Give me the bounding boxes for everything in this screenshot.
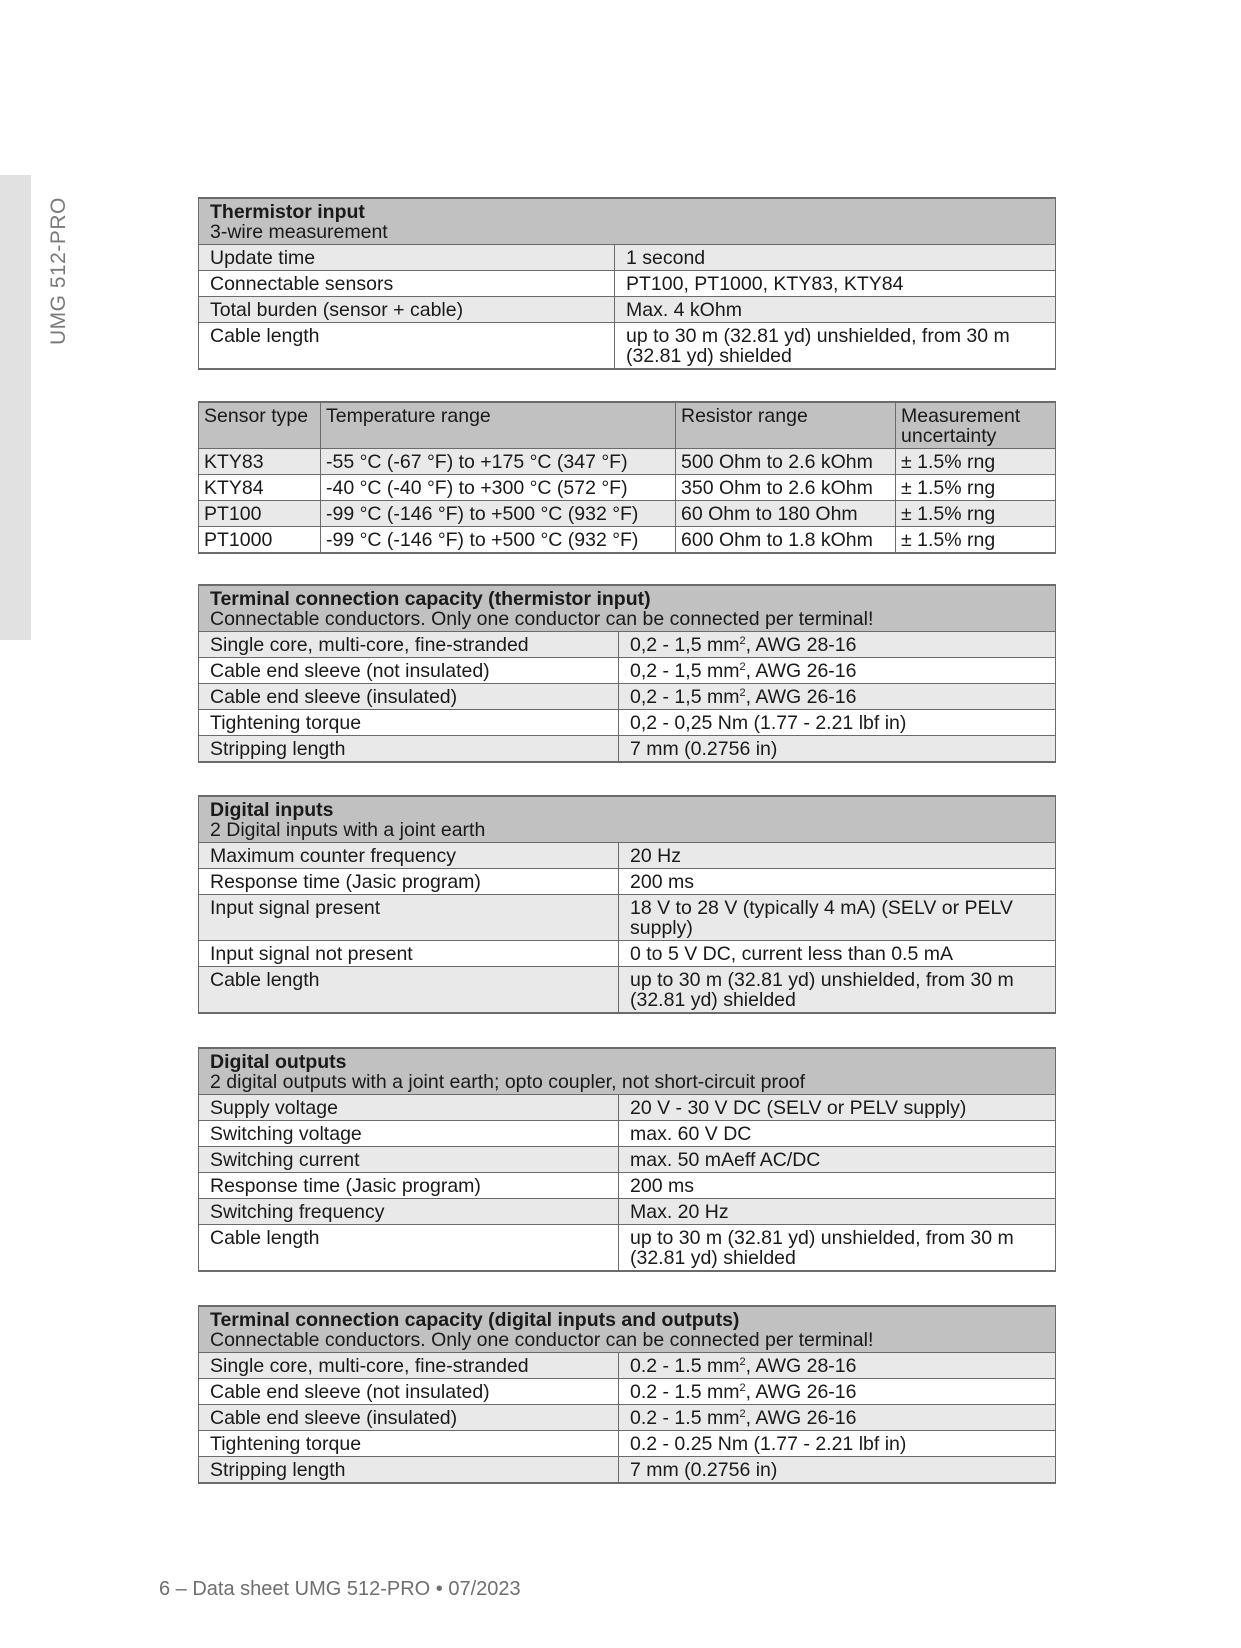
table-title: Terminal connection capacity (thermistor input) [210,588,651,610]
row-label: Tightening torque [199,710,619,736]
side-strip [0,175,31,640]
row-label: Input signal present [199,895,619,941]
table-row [199,632,1056,658]
resistor-range: 600 Ohm to 1.8 kOhm [676,527,896,554]
table-row [199,297,1056,323]
table-row [199,1353,1056,1379]
table-subtitle: 3-wire measurement [210,221,388,243]
row-value: up to 30 m (32.81 yd) unshielded, from 30 m (32.81 yd) shielded [619,967,1056,1014]
table-subtitle: Connectable conductors. Only one conductor can be connected per terminal! [210,608,874,630]
resistor-range: 350 Ohm to 2.6 kOhm [676,475,896,501]
table-row [199,1199,1056,1225]
resistor-range: 60 Ohm to 180 Ohm [676,501,896,527]
row-value: 7 mm (0.2756 in) [619,1457,1056,1484]
row-label: Supply voltage [199,1095,619,1121]
row-value: Max. 20 Hz [619,1199,1056,1225]
row-label: Input signal not present [199,941,619,967]
table-row [199,1147,1056,1173]
table-row [199,843,1056,869]
table-row [199,1457,1056,1484]
row-label: Stripping length [199,736,619,763]
row-value: 7 mm (0.2756 in) [619,736,1056,763]
row-label: Cable length [199,967,619,1014]
row-label: Total burden (sensor + cable) [199,297,615,323]
table-row [199,323,1056,370]
row-value: 0,2 - 1,5 $mm^2$, AWG 28-16 [619,632,1056,658]
row-value: up to 30 m (32.81 yd) unshielded, from 30 m (32.81 yd) shielded [619,1225,1056,1272]
row-label: Stripping length [199,1457,619,1484]
row-value: 0,2 - 0,25 Nm (1.77 - 2.21 lbf in) [619,710,1056,736]
table-row [199,736,1056,763]
temperature-range: -40 °C (-40 °F) to +300 °C (572 °F) [321,475,676,501]
row-value: max. 50 mAeff AC/DC [619,1147,1056,1173]
terminal-thermistor-table [198,584,1056,763]
row-label: Switching current [199,1147,619,1173]
row-value: 0.2 - 1.5 $mm^2$, AWG 26-16 [619,1379,1056,1405]
row-label: Cable end sleeve (not insulated) [199,1379,619,1405]
row-value: 200 ms [619,869,1056,895]
temperature-range: -99 °C (-146 °F) to +500 °C (932 °F) [321,501,676,527]
row-label: Switching frequency [199,1199,619,1225]
terminal-digital-table [198,1305,1056,1484]
table-row [199,527,1056,554]
row-label: Cable length [199,1225,619,1272]
row-label: Cable end sleeve (not insulated) [199,658,619,684]
table-row [199,1095,1056,1121]
row-label: Cable end sleeve (insulated) [199,684,619,710]
table-row [199,501,1056,527]
column-header: Temperature range [321,402,676,449]
page-footer: 6 – Data sheet UMG 512-PRO • 07/2023 [159,1578,521,1600]
table-title: Thermistor input [210,201,365,223]
table-subtitle: 2 Digital inputs with a joint earth [210,819,486,841]
measurement-uncertainty: ± 1.5% rng [896,475,1056,501]
row-value: 1 second [615,245,1056,271]
sensor-type: KTY83 [199,449,321,475]
table-row [199,449,1056,475]
measurement-uncertainty: ± 1.5% rng [896,449,1056,475]
table-row [199,475,1056,501]
table-header [199,402,1056,449]
row-value: 18 V to 28 V (typically 4 mA) (SELV or PELV supply) [619,895,1056,941]
row-label: Maximum counter frequency [199,843,619,869]
row-value: 0,2 - 1,5 $mm^2$, AWG 26-16 [619,684,1056,710]
table-header [199,796,1056,843]
row-value: 0,2 - 1,5 $mm^2$, AWG 26-16 [619,658,1056,684]
column-header: Sensor type [199,402,321,449]
row-value: 20 V - 30 V DC (SELV or PELV supply) [619,1095,1056,1121]
row-label: Single core, multi-core, fine-stranded [199,632,619,658]
column-header: Measurement uncertainty [896,402,1056,449]
table-row [199,710,1056,736]
table-row [199,1225,1056,1272]
thermistor-input-table [198,197,1056,370]
sensor-type: PT100 [199,501,321,527]
digital-inputs-table [198,795,1056,1014]
measurement-uncertainty: ± 1.5% rng [896,501,1056,527]
row-value: 200 ms [619,1173,1056,1199]
table-header [199,1048,1056,1095]
row-value: PT100, PT1000, KTY83, KTY84 [615,271,1056,297]
table-title: Digital inputs [210,799,334,821]
row-label: Cable length [199,323,615,370]
table-row [199,1379,1056,1405]
row-value: 0 to 5 V DC, current less than 0.5 mA [619,941,1056,967]
table-subtitle: Connectable conductors. Only one conductor can be connected per terminal! [210,1329,874,1351]
column-header: Resistor range [676,402,896,449]
row-value: 0.2 - 1.5 $mm^2$, AWG 26-16 [619,1405,1056,1431]
table-row [199,658,1056,684]
row-value: 20 Hz [619,843,1056,869]
row-value: 0.2 - 1.5 $mm^2$, AWG 28-16 [619,1353,1056,1379]
row-label: Update time [199,245,615,271]
table-row [199,1173,1056,1199]
table-header [199,585,1056,632]
table-header [199,198,1056,245]
table-row [199,1405,1056,1431]
table-title: Terminal connection capacity (digital inputs and outputs) [210,1309,740,1331]
table-title: Digital outputs [210,1051,347,1073]
row-label: Cable end sleeve (insulated) [199,1405,619,1431]
row-label: Single core, multi-core, fine-stranded [199,1353,619,1379]
table-row [199,1121,1056,1147]
table-header [199,1306,1056,1353]
sensor-type: PT1000 [199,527,321,554]
table-row [199,271,1056,297]
row-value: Max. 4 kOhm [615,297,1056,323]
table-row [199,245,1056,271]
table-subtitle: 2 digital outputs with a joint earth; opto coupler, not short-circuit proof [210,1071,806,1093]
measurement-uncertainty: ± 1.5% rng [896,527,1056,554]
temperature-range: -55 °C (-67 °F) to +175 °C (347 °F) [321,449,676,475]
table-row [199,1431,1056,1457]
product-name: UMG 512-PRO [47,197,70,345]
row-label: Connectable sensors [199,271,615,297]
table-row [199,684,1056,710]
sensor-types-table [198,401,1056,554]
table-row [199,869,1056,895]
digital-outputs-table [198,1047,1056,1272]
table-row [199,967,1056,1014]
table-row [199,941,1056,967]
row-label: Switching voltage [199,1121,619,1147]
sensor-type: KTY84 [199,475,321,501]
row-value: max. 60 V DC [619,1121,1056,1147]
row-label: Response time (Jasic program) [199,1173,619,1199]
table-row [199,895,1056,941]
temperature-range: -99 °C (-146 °F) to +500 °C (932 °F) [321,527,676,554]
row-value: up to 30 m (32.81 yd) unshielded, from 30 m (32.81 yd) shielded [615,323,1056,370]
row-value: 0.2 - 0.25 Nm (1.77 - 2.21 lbf in) [619,1431,1056,1457]
row-label: Tightening torque [199,1431,619,1457]
row-label: Response time (Jasic program) [199,869,619,895]
side-label [47,185,75,345]
resistor-range: 500 Ohm to 2.6 kOhm [676,449,896,475]
